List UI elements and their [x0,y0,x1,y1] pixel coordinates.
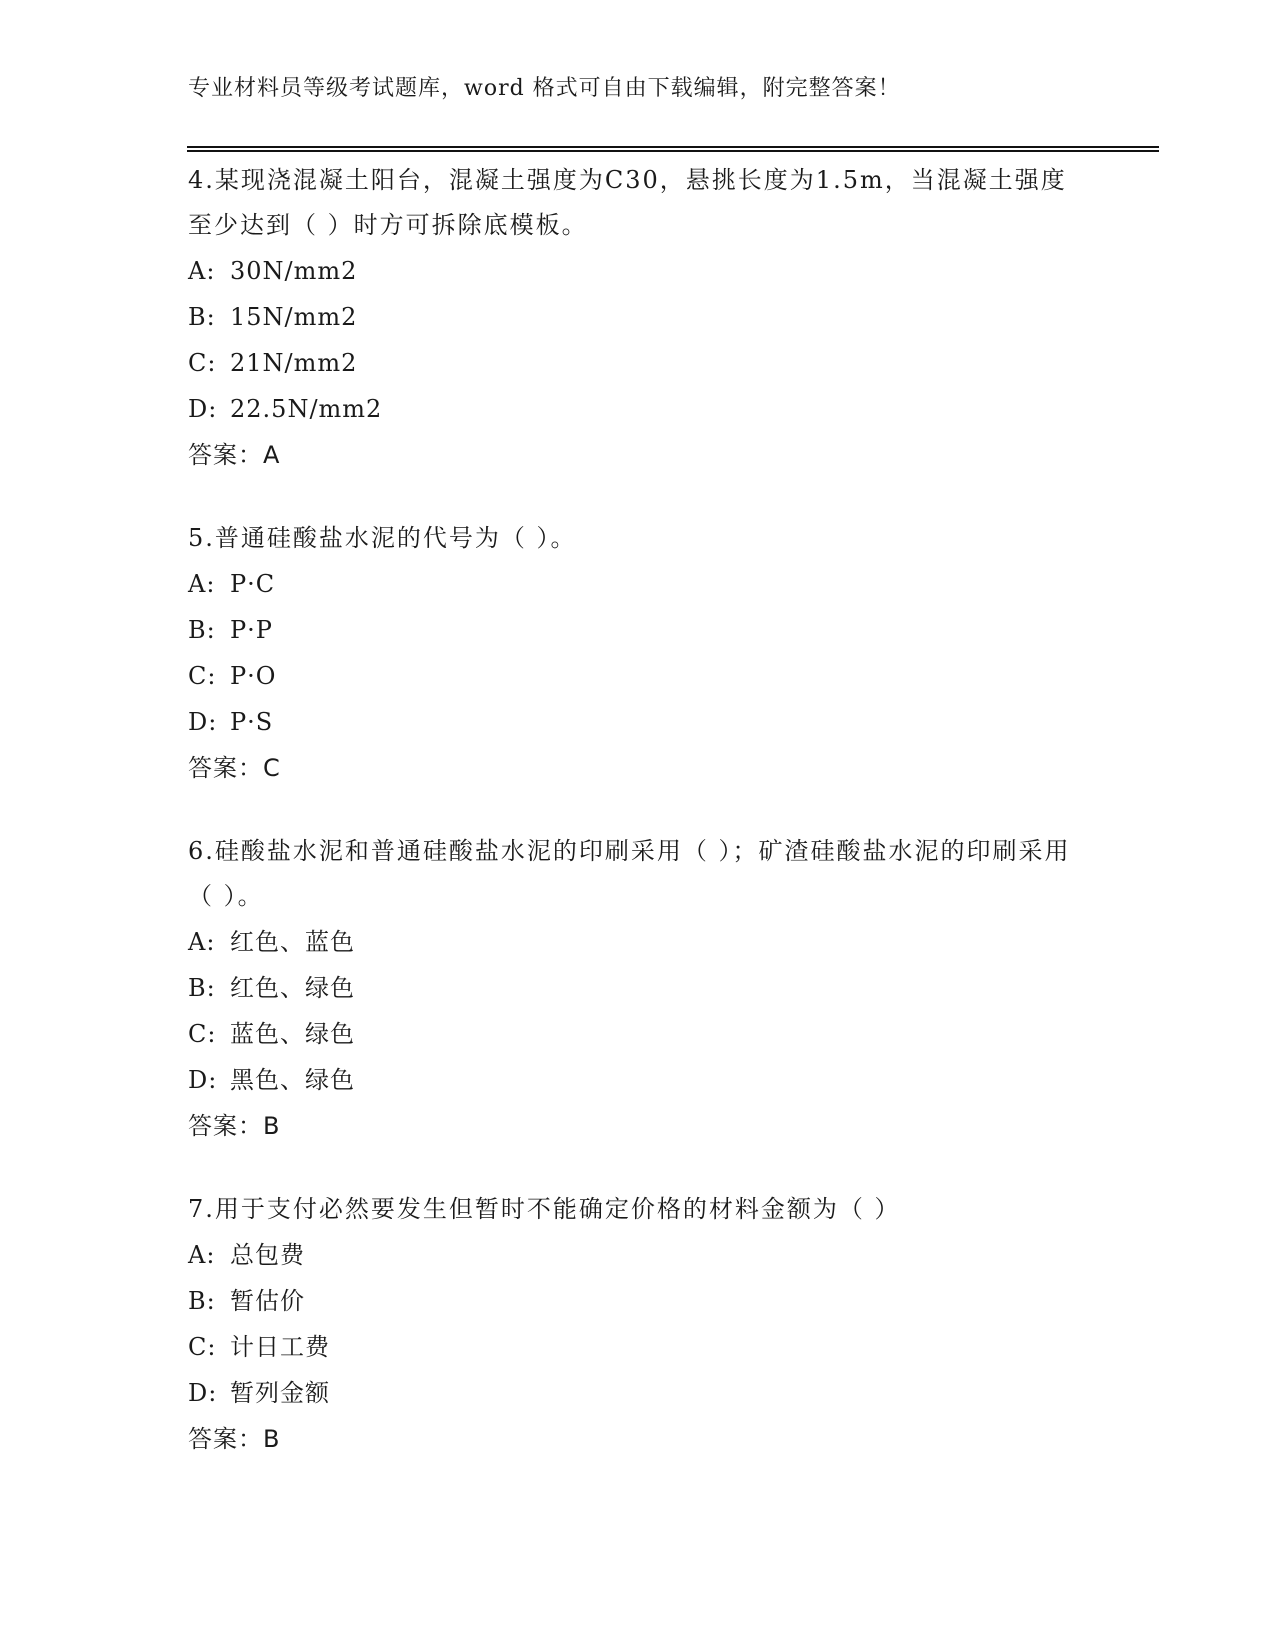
question-7 [188,1187,1088,1462]
option-key: A: [188,1241,216,1269]
option-key: C: [188,349,217,377]
option-a [188,561,1088,607]
answer-line: 答案：B [188,1425,281,1453]
option-key: D: [188,395,218,423]
option-key: C: [188,1333,217,1361]
option-text: 15N/mm2 [230,303,358,331]
answer-line: 答案：C [188,754,281,782]
option-key: B: [188,1287,216,1315]
option-text: 22.5N/mm2 [230,395,383,423]
option-c [188,340,1088,386]
option-text: 黑色、绿色 [230,1066,355,1094]
option-key: D: [188,1066,218,1094]
option-b [188,965,1088,1011]
option-a [188,248,1088,294]
question-list [188,158,1088,1500]
option-text: 30N/mm2 [230,257,358,285]
option-text: P·C [230,570,276,598]
question-6 [188,829,1088,1149]
option-b [188,1278,1088,1324]
option-key: C: [188,662,217,690]
option-d [188,699,1088,745]
option-key: D: [188,1379,218,1407]
option-text: P·P [230,616,273,644]
option-text: P·S [230,708,274,736]
option-c [188,653,1088,699]
option-text: 总包费 [230,1241,305,1269]
option-text: 红色、蓝色 [230,928,355,956]
question-text: 6.硅酸盐水泥和普通硅酸盐水泥的印刷采用（ ）；矿渣硅酸盐水泥的印刷采用（ ）。 [188,837,1071,910]
option-text: 红色、绿色 [230,974,355,1002]
option-d [188,1057,1088,1103]
option-key: B: [188,303,216,331]
header-rule-bottom [187,150,1159,152]
option-key: A: [188,257,216,285]
header-rule-top [187,146,1159,148]
option-text: P·O [230,662,277,690]
answer-line: 答案：B [188,1112,281,1140]
option-text: 蓝色、绿色 [230,1020,355,1048]
option-key: C: [188,1020,217,1048]
option-text: 暂估价 [230,1287,305,1315]
option-key: D: [188,708,218,736]
option-text: 暂列金额 [230,1379,330,1407]
question-text: 5.普通硅酸盐水泥的代号为（ ）。 [188,524,577,552]
page-header: 专业材料员等级考试题库，word 格式可自由下载编辑，附完整答案！ [188,76,901,101]
option-key: B: [188,974,216,1002]
option-b [188,607,1088,653]
option-c [188,1011,1088,1057]
option-key: A: [188,928,216,956]
option-key: B: [188,616,216,644]
option-c [188,1324,1088,1370]
option-d [188,1370,1088,1416]
option-d [188,386,1088,432]
option-a [188,1232,1088,1278]
answer-line: 答案：A [188,441,281,469]
option-b [188,294,1088,340]
question-text: 7.用于支付必然要发生但暂时不能确定价格的材料金额为（ ） [188,1195,901,1223]
option-key: A: [188,570,216,598]
question-4 [188,158,1088,478]
option-text: 计日工费 [230,1333,330,1361]
option-text: 21N/mm2 [230,349,358,377]
question-text: 4.某现浇混凝土阳台，混凝土强度为C30，悬挑长度为1.5m，当混凝土强度至少达到（ ）时方可拆除底模板。 [188,166,1067,239]
question-5 [188,516,1088,791]
option-a [188,919,1088,965]
